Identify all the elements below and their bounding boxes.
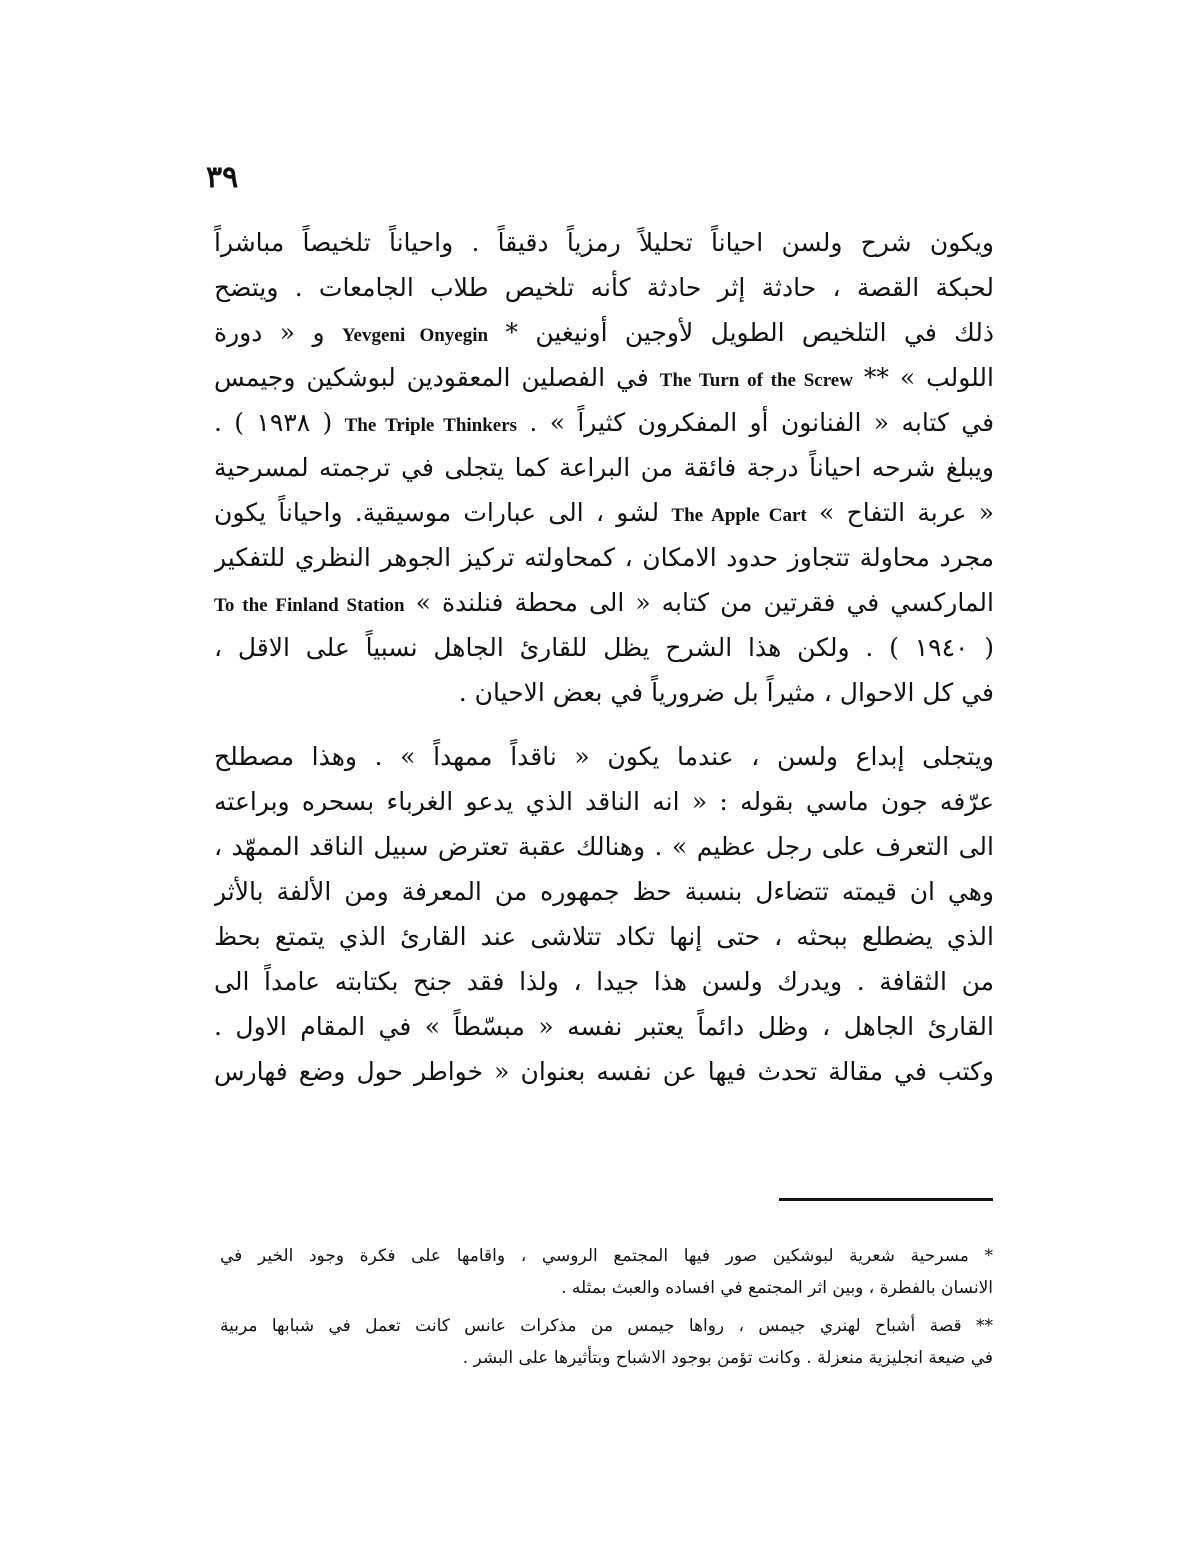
arabic-segment: اللولب » ** (863, 363, 994, 392)
text-line (214, 580, 994, 625)
text-line (214, 310, 994, 355)
latin-title: Yevgeni Onyegin (341, 325, 489, 346)
footnote-line: في ضيعة انجليزية منعزلة . وكانت تؤمن بوجود الاشباح وبتأثيرها على البشر . (462, 1348, 993, 1368)
text-line (214, 400, 994, 445)
latin-title: The Apple Cart (671, 505, 807, 526)
footnotes (220, 1240, 993, 1374)
text-line: مجرد محاولة تتجاوز حدود الامكان ، كمحاولته تركيز الجوهر النظري للتفكير (214, 543, 994, 572)
latin-title: To the Finland Station (214, 595, 405, 616)
footnote-line: الانسان بالفطرة ، وبين اثر المجتمع في افساده والعبث بمثله . (561, 1278, 993, 1298)
text-line: ويكون شرح ولسن احياناً تحليلاً رمزياً دقيقاً . واحياناً تلخيصاً مباشراً (214, 228, 994, 257)
text-line: القارئ الجاهل ، وظل دائماً يعتبر نفسه « مبسّطاً » في المقام الاول . (214, 1012, 994, 1041)
text-line: وهي ان قيمته تتضاءل بنسبة حظ جمهوره من المعرفة ومن الألفة بالأثر (214, 877, 994, 906)
text-line: ( ١٩٤٠ ) . ولكن هذا الشرح يظل للقارئ الجاهل نسبياً على الاقل ، (214, 633, 994, 662)
text-line: الذي يضطلع ببحثه ، حتى إنها تكاد تتلاشى عند القارئ الذي يتمتع بحظ (214, 922, 994, 951)
text-line: الى التعرف على رجل عظيم » . وهنالك عقبة تعترض سبيل الناقد الممهّد ، (214, 832, 994, 861)
arabic-segment: و « دورة (214, 318, 342, 347)
arabic-segment: « عربة التفاح » (819, 498, 994, 527)
latin-title: The Turn of the Screw (659, 370, 853, 391)
text-line: وكتب في مقالة تحدث فيها عن نفسه بعنوان « خواطر حول وضع فهارس (214, 1057, 994, 1086)
arabic-segment: لشو ، الى عبارات موسيقية. واحياناً يكون (214, 498, 660, 527)
footnote-line: * مسرحية شعرية لبوشكين صور فيها المجتمع الروسي ، واقامها على فكرة وجود الخير في (220, 1246, 993, 1266)
arabic-segment: في الفصلين المعقودين لبوشكين وجيمس (214, 363, 649, 392)
footnote-rule (779, 1198, 993, 1201)
text-line (214, 490, 994, 535)
body-text (214, 220, 994, 1094)
text-line (214, 355, 994, 400)
text-line: ويبلغ شرحه احياناً درجة فائقة من البراعة كما يتجلى في ترجمته لمسرحية (214, 453, 994, 482)
arabic-segment: ذلك في التلخيص الطويل لأوجين أونيغين * (505, 318, 994, 347)
latin-title: The Triple Thinkers (344, 415, 518, 436)
text-line: ويتجلى إبداع ولسن ، عندما يكون « ناقداً ممهداً » . وهذا مصطلح (214, 742, 994, 771)
text-line: لحبكة القصة ، حادثة إثر حادثة كأنه تلخيص طلاب الجامعات . ويتضح (214, 273, 994, 302)
arabic-segment: في كتابه « الفنانون أو المفكرون كثيراً » . (529, 408, 994, 437)
text-line: في كل الاحوال ، مثيراً بل ضرورياً في بعض الاحيان . (458, 678, 994, 707)
arabic-segment: الماركسي في فقرتين من كتابه « الى محطة فنلندة » (415, 588, 994, 617)
text-line: عرّفه جون ماسي بقوله : « انه الناقد الذي يدعو الغرباء بسحره وبراعته (214, 787, 994, 816)
page-number: ٣٩ (206, 160, 239, 195)
text-line: من الثقافة . ويدرك ولسن هذا جيدا ، ولذا فقد جنح بكتابته عامداً الى (214, 967, 994, 996)
footnote-line: ** قصة أشباح لهنري جيمس ، رواها جيمس من مذكرات عانس كانت تعمل في شبابها مربية (220, 1316, 993, 1336)
arabic-segment: ( ١٩٣٨ ) . (214, 408, 333, 437)
